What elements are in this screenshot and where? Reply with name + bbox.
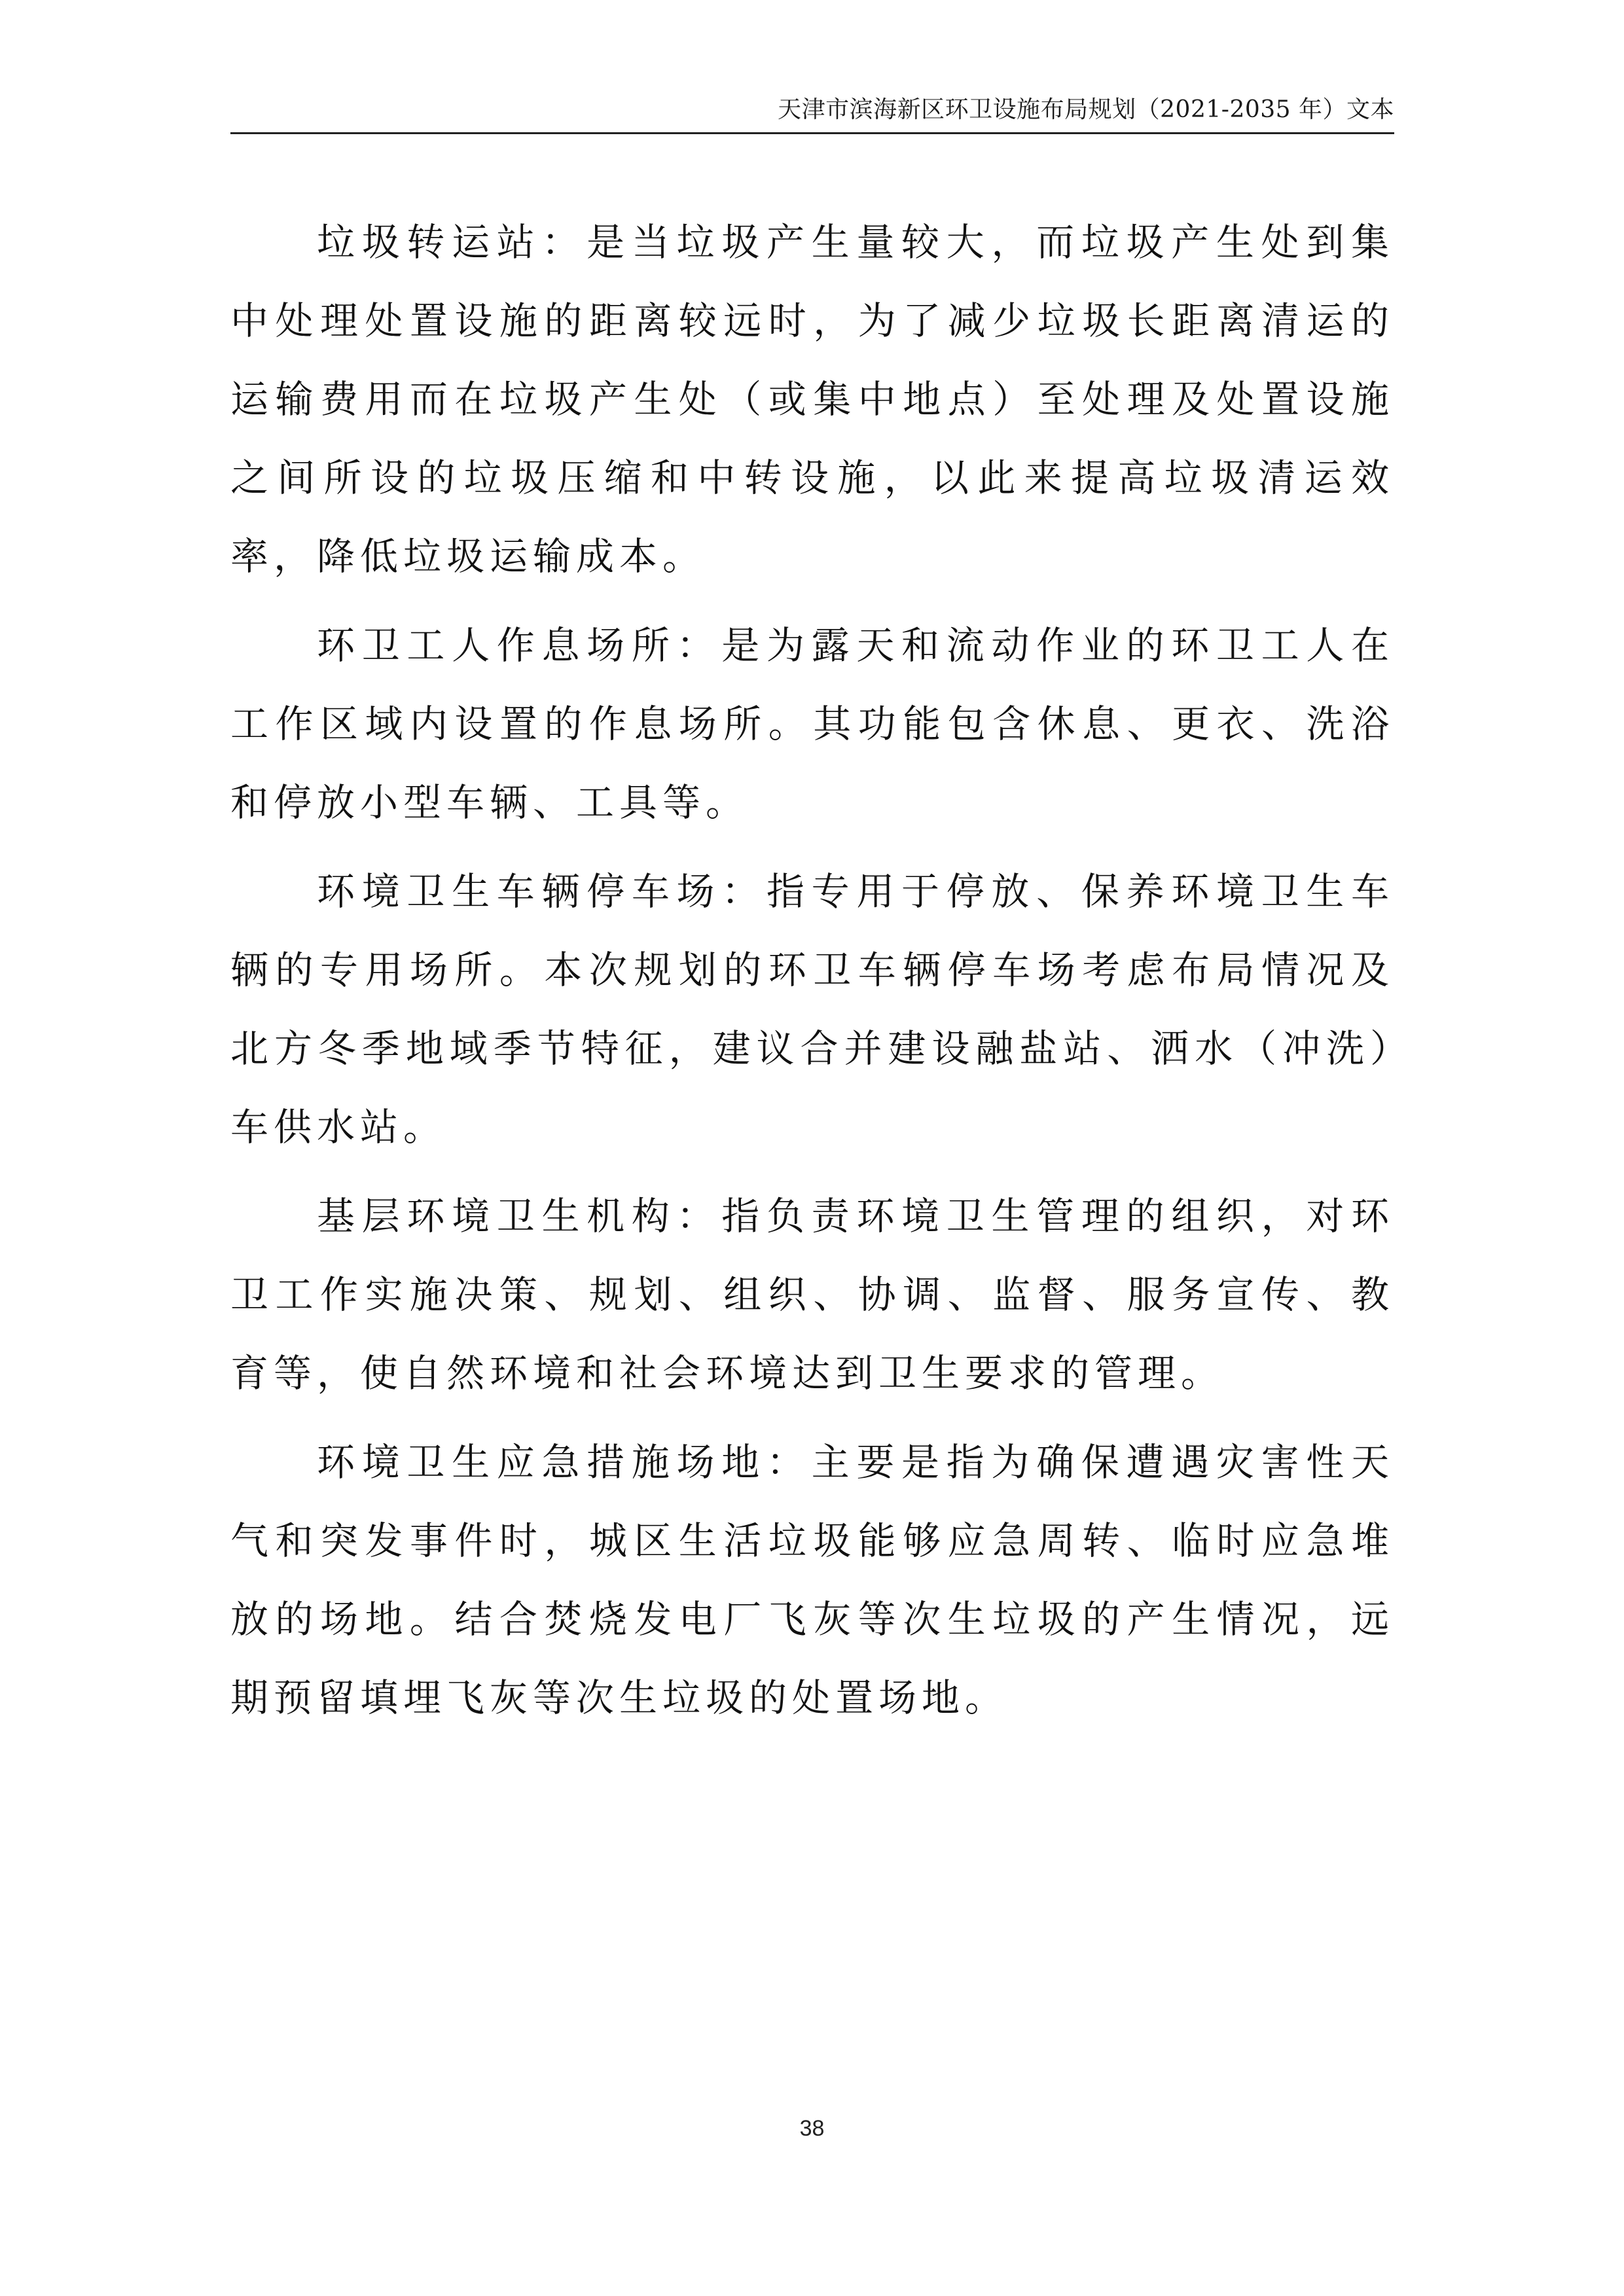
page-number: 38	[799, 2116, 825, 2141]
paragraph-worker-rest-area: 环卫工人作息场所：是为露天和流动作业的环卫工人在工作区域内设置的作息场所。其功能包含休息、更衣、洗浴和停放小型车辆、工具等。	[230, 623, 1394, 825]
paragraph-vehicle-parking: 环境卫生车辆停车场：指专用于停放、保养环境卫生车辆的专用场所。本次规划的环卫车辆停车场考虑布局情况及北方冬季地域季节特征，建议合并建设融盐站、洒水（冲洗）车供水站。	[230, 869, 1394, 1149]
page-header	[230, 92, 1394, 134]
paragraph-grassroots-agency: 基层环境卫生机构：指负责环境卫生管理的组织，对环卫工作实施决策、规划、组织、协调、监督、服务宣传、教育等，使自然环境和社会环境达到卫生要求的管理。	[230, 1194, 1394, 1395]
paragraph-emergency-site: 环境卫生应急措施场地：主要是指为确保遭遇灾害性天气和突发事件时，城区生活垃圾能够应急周转、临时应急堆放的场地。结合焚烧发电厂飞灰等次生垃圾的产生情况，远期预留填埋飞灰等次生垃圾的处置场地。	[230, 1440, 1394, 1720]
paragraph-transfer-station: 垃圾转运站：是当垃圾产生量较大，而垃圾产生处到集中处理处置设施的距离较远时，为了减少垃圾长距离清运的运输费用而在垃圾产生处（或集中地点）至处理及处置设施之间所设的垃圾压缩和中转设施，以此来提高垃圾清运效率，降低垃圾运输成本。	[230, 220, 1394, 579]
header-title: 天津市滨海新区环卫设施布局规划（2021-2035 年）文本	[778, 96, 1394, 123]
document-body	[230, 203, 1394, 1748]
